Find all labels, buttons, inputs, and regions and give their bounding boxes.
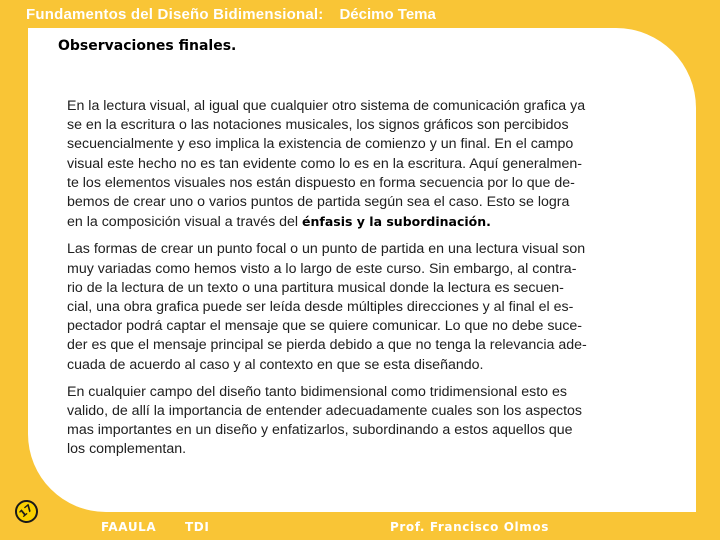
text-line: cuada de acuerdo al caso y al contexto en que se esta diseñando. bbox=[67, 356, 484, 373]
text-line: En cualquier campo del diseño tanto bidimensional como tridimensional esto es bbox=[67, 383, 567, 400]
emphasis-text: énfasis y la subordinación. bbox=[302, 214, 491, 230]
text-line-prefix: en la composición visual a través del bbox=[67, 214, 303, 231]
footer-school: FAAULA bbox=[101, 520, 157, 534]
text-line: pectador podrá captar el mensaje que se quiere comunicar. Lo que no debe suce- bbox=[67, 318, 583, 335]
paragraph-3 bbox=[67, 383, 657, 460]
paragraph-2 bbox=[67, 240, 657, 374]
footer-course-code: TDI bbox=[185, 520, 210, 534]
section-title: Observaciones finales. bbox=[58, 38, 237, 54]
text-line-last bbox=[67, 212, 657, 232]
text-line: muy variadas como hemos visto a lo largo de este curso. Sin embargo, al contra- bbox=[67, 260, 577, 277]
text-line: mas importantes en un diseño y enfatizarlos, subordinando a estos aquellos que bbox=[67, 422, 573, 439]
text-line: visual este hecho no es tan evidente como lo es en la escritura. Aquí generalmen- bbox=[67, 155, 582, 172]
text-line: Las formas de crear un punto focal o un punto de partida en una lectura visual son bbox=[67, 241, 586, 258]
text-line: rio de la lectura de un texto o una partitura musical donde la lectura es secuen- bbox=[67, 279, 564, 296]
text-line: cial, una obra grafica puede ser leída desde múltiples direcciones y al final el es- bbox=[67, 299, 574, 316]
body-text bbox=[67, 97, 657, 468]
text-line: der es que el mensaje principal se pierda debido a que no tenga la relevancia ade- bbox=[67, 337, 587, 354]
page-number-badge bbox=[10, 495, 42, 527]
footer-professor: Prof. Francisco Olmos bbox=[390, 520, 549, 534]
text-line: los complementan. bbox=[67, 441, 187, 458]
text-line: valido, de allí la importancia de entender adecuadamente cuales son los aspectos bbox=[67, 403, 583, 420]
course-title: Fundamentos del Diseño Bidimensional: bbox=[26, 5, 324, 23]
text-line: te los elementos visuales nos están dispuesto en forma secuencia por lo que de- bbox=[67, 174, 575, 191]
text-line: bemos de crear uno o varios puntos de partida según sea el caso. Esto se logra bbox=[67, 194, 570, 211]
text-line: En la lectura visual, al igual que cualquier otro sistema de comunicación grafica ya bbox=[67, 98, 586, 114]
text-line: se en la escritura o las notaciones musicales, los signos gráficos son percibidos bbox=[67, 117, 569, 134]
header-title bbox=[26, 4, 436, 24]
text-line: secuencialmente y eso implica la existencia de comienzo y un final. En el campo bbox=[67, 136, 574, 153]
topic-title: Décimo Tema bbox=[339, 5, 436, 23]
paragraph-1 bbox=[67, 97, 657, 232]
page-number: 17 bbox=[17, 502, 36, 520]
